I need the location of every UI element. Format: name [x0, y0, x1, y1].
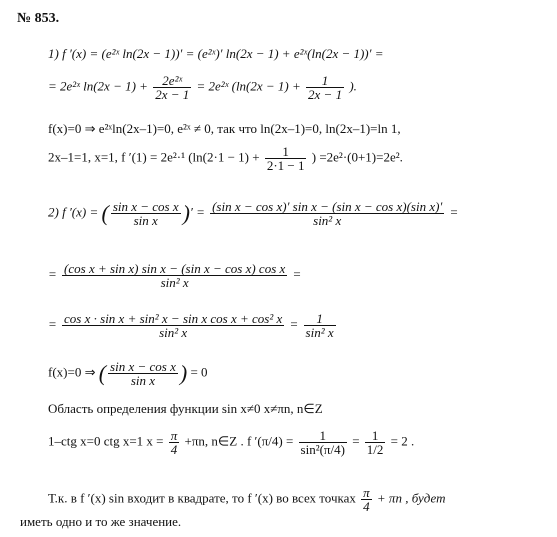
part2-line1 [48, 200, 458, 227]
equals-sign: = [48, 316, 57, 332]
ctg-line-b: +πn, n∈Z . f ′(π/4) = [184, 433, 294, 449]
part1-line3: f(x)=0 ⇒ e²ˣln(2x–1)=0, e²ˣ ≠ 0, так что ln(2x–1)=0, ln(2x–1)=ln 1, [48, 121, 401, 136]
ctg-line-a: 1–ctg x=0 ctg x=1 x = [48, 433, 164, 449]
part2-line3 [48, 312, 338, 339]
ctg-line-d: = 2 . [390, 433, 415, 449]
equals-sign: = [48, 266, 57, 282]
part2-fraction-4: $\frac{\text{cos x · sin x + sin² x − sin x cos x + cos² x}}{\text{sin² x}}$ [64, 311, 283, 340]
part2-line4-a: f(x)=0 ⇒ [48, 364, 96, 380]
open-paren: ( [98, 360, 107, 386]
open-paren: ( [101, 200, 109, 226]
part1-fraction-2: $\frac{1}{2x - 1}$ [308, 73, 343, 102]
problem-number: № 853. [17, 11, 60, 26]
part2-fraction-7: $\frac{\pi}{4}$ [170, 428, 178, 457]
part2-line1-c: = [449, 204, 459, 220]
part1-fraction-3: $\frac{1}{2\cdot 1 - 1}$ [266, 144, 305, 173]
note-line-2: иметь одно и то же значение. [20, 514, 182, 529]
part2-line1-b: ′ = [189, 204, 205, 220]
part2-fraction-5: $\frac{1}{\text{sin² x}}$ [305, 311, 334, 340]
part1-line4-a: 2x–1=1, x=1, f ′(1) = 2e²·¹ (ln(2·1 − 1) + [48, 149, 260, 165]
close-paren: ) [182, 200, 190, 226]
part2-fraction-9: $\frac{1}{1/2}$ [366, 428, 384, 457]
ctg-line [48, 429, 414, 456]
part2-fraction-2: $\frac{\text{(sin x − cos x)′ sin x − (sin x − cos x)(sin x)′}}{\text{sin² x}}$ [212, 199, 443, 228]
note-line-1 [48, 486, 446, 513]
domain-line: Область определения функции sin x≠0 x≠πn, n∈Z [48, 401, 323, 416]
part1-line2-a: = 2e²ˣ ln(2x − 1) + [48, 78, 148, 94]
part1-line4-b: ) =2e²·(0+1)=2e². [311, 149, 403, 165]
part2-fraction-1: $\frac{\text{sin x − cos x}}{\text{sin x}}$ [112, 199, 179, 228]
part2-fraction-6: $\frac{\text{sin x − cos x}}{\text{sin x}}$ [110, 359, 176, 388]
equals-sign: = [292, 266, 302, 282]
part2-line4 [48, 360, 208, 387]
part1-line2 [48, 74, 357, 101]
part1-line4 [48, 145, 403, 172]
part2-line1-a: 2) f ′(x) = [48, 204, 99, 220]
part2-fraction-8: $\frac{1}{\text{sin²(π/4)}}$ [300, 428, 345, 457]
part1-line2-c: ). [349, 78, 357, 94]
equals-sign: = [289, 316, 299, 332]
ctg-line-c: = [352, 433, 360, 449]
part2-fraction-10: $\frac{\pi}{4}$ [363, 485, 370, 514]
close-paren: ) [179, 360, 188, 386]
part1-line2-b: = 2e²ˣ (ln(2x − 1) + [196, 78, 301, 94]
note-line-1-a: Т.к. в f ′(x) sin входит в квадрате, то f ′(x) во всех точках [48, 490, 356, 506]
note-line-1-b: + πn , будет [376, 490, 446, 506]
part1-line1: 1) f ′(x) = (e²ˣ ln(2x − 1))′ = (e²ˣ)′ ln(2x − 1) + e²ˣ(ln(2x − 1))′ = [48, 46, 384, 61]
part2-line2 [48, 262, 301, 289]
part2-fraction-3: $\frac{\text{(cos x + sin x) sin x − (sin x − cos x) cos x}}{\text{sin² x}}$ [64, 261, 286, 290]
part1-fraction-1: $\frac{\text{2e²ˣ}}{2x - 1}$ [155, 73, 190, 102]
part2-line4-b: = 0 [190, 364, 208, 380]
